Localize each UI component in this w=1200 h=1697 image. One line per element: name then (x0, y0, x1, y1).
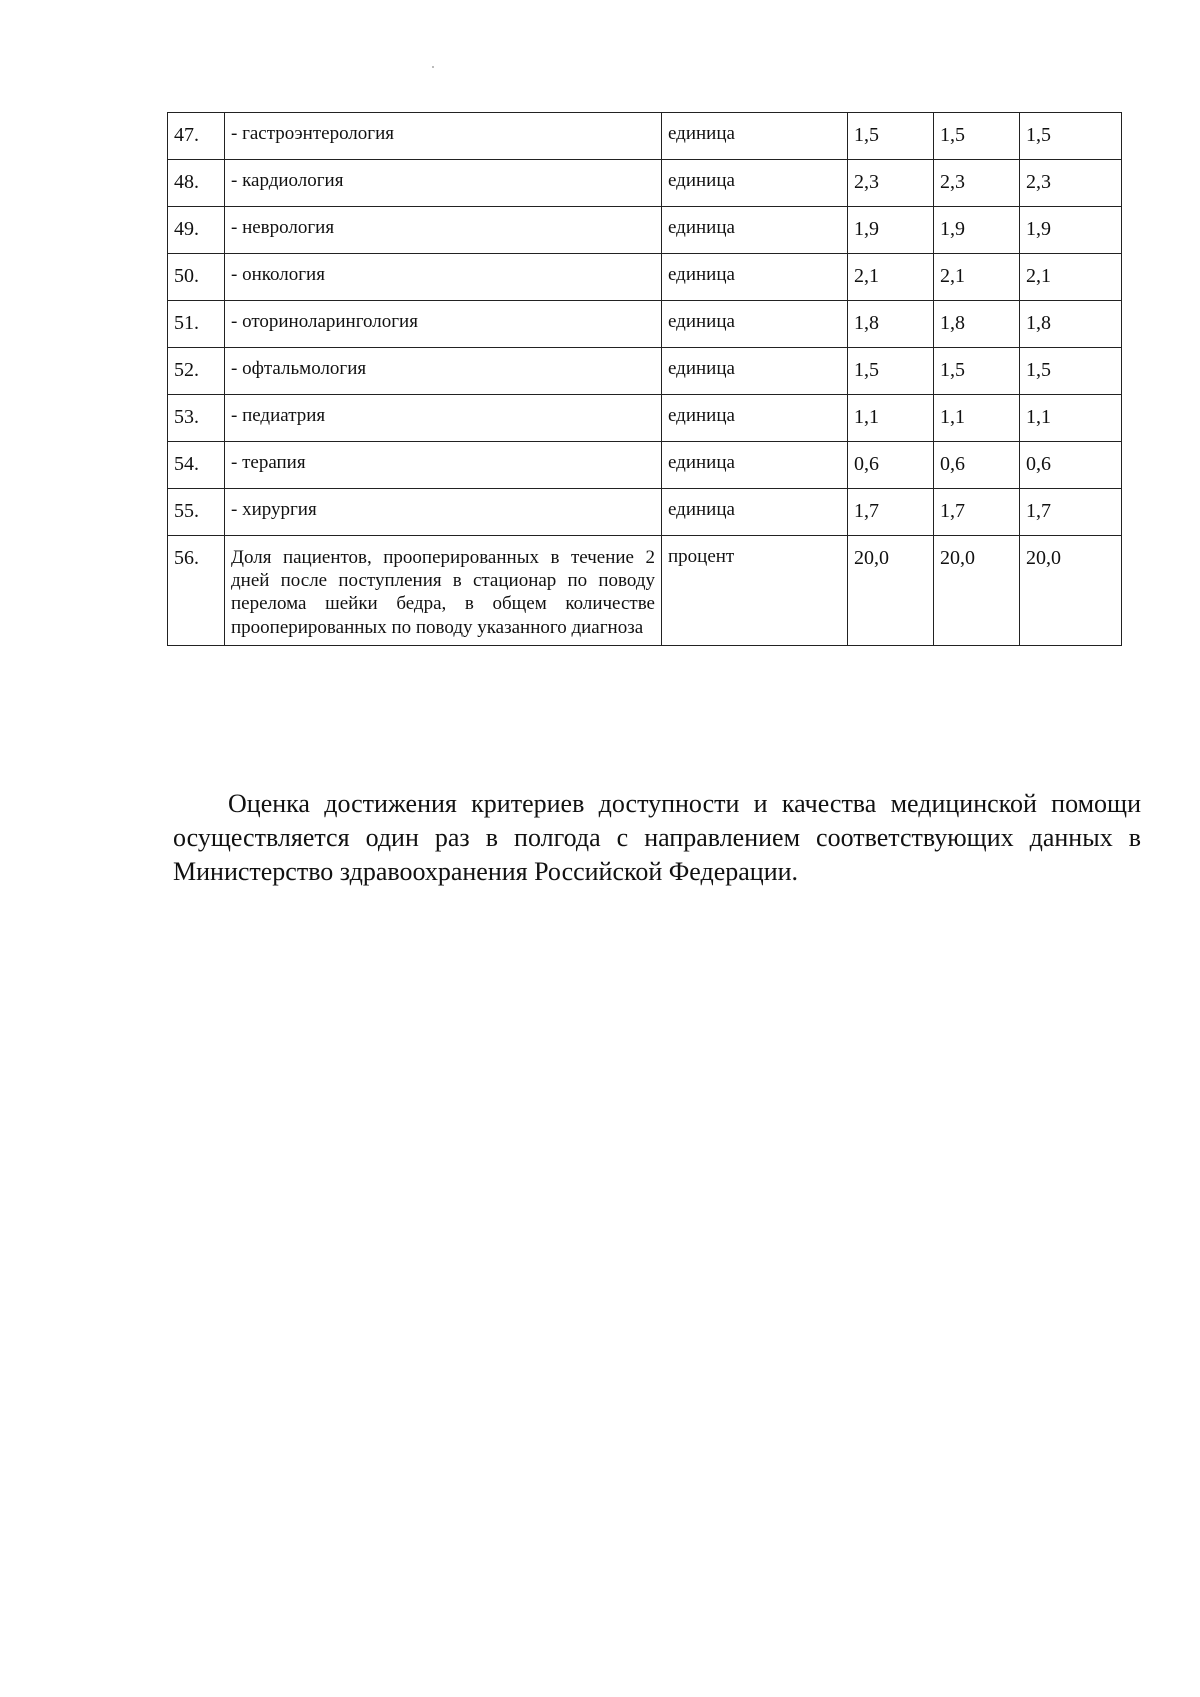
row-value-2: 1,5 (934, 113, 1020, 160)
row-number: 51. (168, 301, 225, 348)
table-row (168, 113, 1122, 160)
row-unit: единица (662, 442, 848, 489)
row-value-1: 1,8 (848, 301, 934, 348)
scan-speck (432, 66, 434, 68)
row-value-2: 0,6 (934, 442, 1020, 489)
row-name: - кардиология (225, 160, 662, 207)
row-number: 56. (168, 536, 225, 646)
row-value-2: 1,9 (934, 207, 1020, 254)
row-value-2: 1,5 (934, 348, 1020, 395)
row-number: 52. (168, 348, 225, 395)
row-value-1: 1,7 (848, 489, 934, 536)
row-unit: единица (662, 395, 848, 442)
table-row (168, 536, 1122, 646)
row-number: 50. (168, 254, 225, 301)
row-value-3: 1,7 (1020, 489, 1122, 536)
row-unit: единица (662, 207, 848, 254)
row-name: Доля пациентов, прооперированных в течение 2 дней после поступления в стационар по поводу перелома шейки бедра, в общем количестве прооперированных по поводу указанного диагноза (225, 536, 662, 646)
row-value-1: 1,5 (848, 113, 934, 160)
row-value-3: 2,3 (1020, 160, 1122, 207)
row-value-3: 1,5 (1020, 348, 1122, 395)
row-number: 55. (168, 489, 225, 536)
table-row (168, 395, 1122, 442)
row-value-3: 2,1 (1020, 254, 1122, 301)
row-name: - терапия (225, 442, 662, 489)
row-value-1: 20,0 (848, 536, 934, 646)
table-row (168, 207, 1122, 254)
row-value-3: 20,0 (1020, 536, 1122, 646)
row-name: - неврология (225, 207, 662, 254)
row-value-2: 2,3 (934, 160, 1020, 207)
table-row (168, 160, 1122, 207)
row-value-2: 1,1 (934, 395, 1020, 442)
row-number: 54. (168, 442, 225, 489)
row-value-1: 1,1 (848, 395, 934, 442)
row-value-1: 1,9 (848, 207, 934, 254)
row-value-1: 0,6 (848, 442, 934, 489)
row-unit: единица (662, 254, 848, 301)
row-number: 49. (168, 207, 225, 254)
row-value-3: 1,1 (1020, 395, 1122, 442)
row-value-2: 2,1 (934, 254, 1020, 301)
row-unit: единица (662, 301, 848, 348)
row-number: 53. (168, 395, 225, 442)
row-value-3: 1,9 (1020, 207, 1122, 254)
row-value-1: 2,3 (848, 160, 934, 207)
row-name: - офтальмология (225, 348, 662, 395)
row-name: - онкология (225, 254, 662, 301)
row-value-2: 1,7 (934, 489, 1020, 536)
row-name: - хирургия (225, 489, 662, 536)
row-name: - оториноларингология (225, 301, 662, 348)
table-row (168, 442, 1122, 489)
row-name: - педиатрия (225, 395, 662, 442)
table-row (168, 489, 1122, 536)
row-value-2: 20,0 (934, 536, 1020, 646)
table-row (168, 254, 1122, 301)
row-unit: единица (662, 348, 848, 395)
criteria-table (167, 112, 1122, 646)
row-value-3: 1,5 (1020, 113, 1122, 160)
row-unit: единица (662, 489, 848, 536)
row-unit: единица (662, 160, 848, 207)
row-number: 48. (168, 160, 225, 207)
row-unit: единица (662, 113, 848, 160)
row-value-2: 1,8 (934, 301, 1020, 348)
table-row (168, 301, 1122, 348)
row-unit: процент (662, 536, 848, 646)
assessment-note-paragraph: Оценка достижения критериев доступности и качества медицинской помощи осуществляется один раз в полгода с направлением соответствующих данных в Министерство здравоохранения Российской Федерации. (173, 789, 1141, 886)
row-name: - гастроэнтерология (225, 113, 662, 160)
row-value-3: 1,8 (1020, 301, 1122, 348)
row-value-3: 0,6 (1020, 442, 1122, 489)
row-value-1: 1,5 (848, 348, 934, 395)
row-number: 47. (168, 113, 225, 160)
table-row (168, 348, 1122, 395)
row-value-1: 2,1 (848, 254, 934, 301)
